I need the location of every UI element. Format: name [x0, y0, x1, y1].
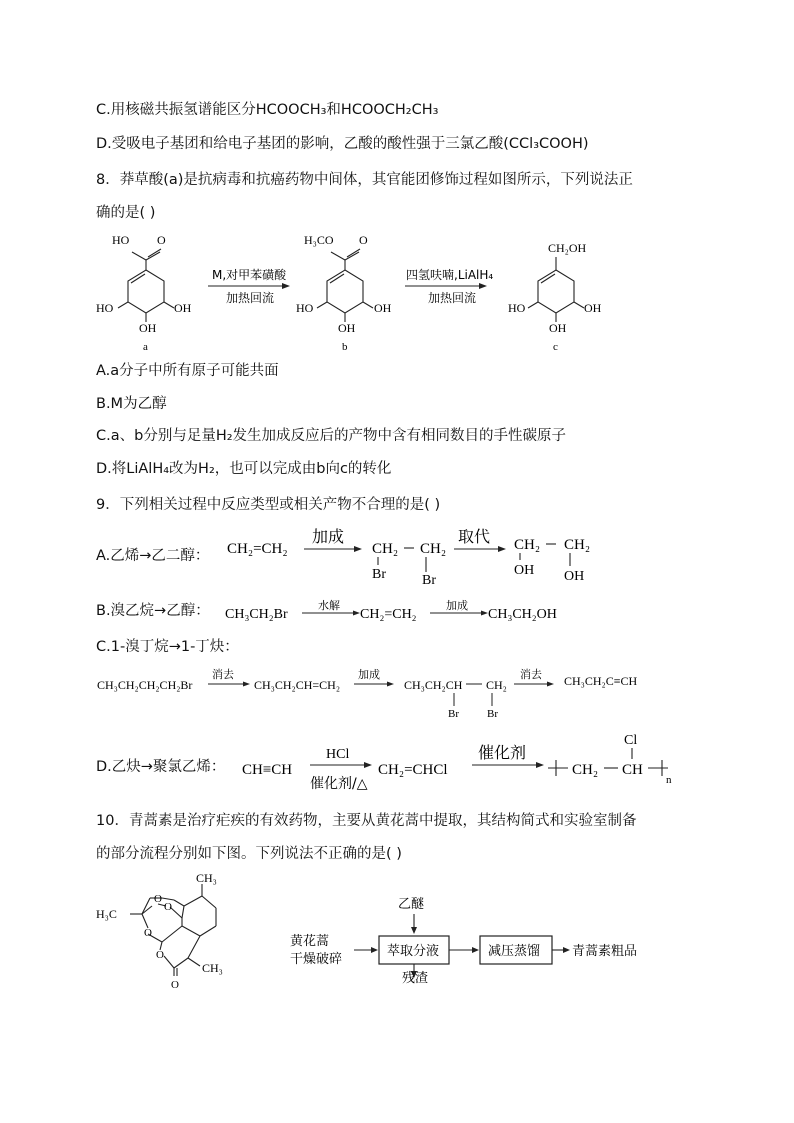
q10-stem-line1: 10．青蒿素是治疗疟疾的有效药物，主要从黄花蒿中提取，其结构简式和实验室制备: [96, 813, 637, 829]
q10-flow-step2: 减压蒸馏: [488, 944, 541, 959]
q8-option-a: A.a分子中所有原子可能共面: [96, 363, 279, 379]
q8-a-top-label: HO: [112, 233, 130, 247]
q7-option-d: D.受吸电子基团和给电子基团的影响，乙酸的酸性强于三氯乙酸(CCl₃COOH): [96, 136, 589, 152]
q9-b-s1: CH₃CH₂Br: [225, 607, 288, 622]
q8-c-top-label: CH₂OH: [548, 241, 587, 255]
q9-option-d-label: D.乙炔→聚氯乙烯：: [96, 759, 226, 775]
q9-a-oh-1: OH: [514, 563, 535, 578]
q8-b-carbonyl-o: O: [359, 233, 368, 247]
q10-flow-product: 青蒿素粗品: [572, 944, 638, 959]
q8-option-b: B.M为乙醇: [96, 396, 167, 412]
q8-label-b: b: [342, 341, 348, 353]
q8-option-c: C.a、b分别与足量H₂发生加成反应后的产物中含有相同数目的手性碳原子: [96, 428, 567, 444]
q10-struct-ch3-bottom: CH₃: [202, 961, 223, 975]
q8-arrow1-bottom: 加热回流: [226, 291, 275, 305]
q8-reaction-scheme: [0, 222, 794, 360]
q8-stem-line2: 确的是( ): [96, 205, 156, 221]
q8-a-carbonyl-o: O: [157, 233, 166, 247]
q10-flow-solvent: 乙醚: [398, 897, 425, 912]
q9-c-s3a: CH₃CH₂CH: [404, 678, 463, 692]
q10-flow-step1: 萃取分液: [387, 944, 440, 959]
q8-option-d: D.将LiAlH₄改为H₂，也可以完成由b向c的转化: [96, 461, 392, 477]
q9-c-s4: CH₃CH₂C≡CH: [564, 674, 638, 688]
q9-a-arrow1-label: 加成: [312, 527, 345, 546]
q9-option-c-scheme: [94, 662, 664, 726]
q9-b-arrow2-label: 加成: [446, 599, 468, 612]
q10-struct-ch3-top: CH₃: [196, 871, 217, 885]
q8-a-oh-bottom: OH: [139, 321, 157, 335]
q9-d-poly-cl: Cl: [624, 733, 638, 748]
q9-c-arrow2-label: 加成: [358, 668, 380, 681]
q8-b-oh-bottom: OH: [338, 321, 356, 335]
q8-c-ho-left: HO: [508, 301, 526, 315]
q8-b-top-label: H₃CO: [304, 233, 334, 247]
q8-label-a: a: [143, 341, 148, 353]
q9-b-s2: CH₂=CH₂: [360, 607, 417, 622]
q9-c-s2: CH₃CH₂CH=CH₂: [254, 678, 340, 692]
q9-c-arrow1-label: 消去: [212, 668, 234, 681]
q10-flow-waste: 残渣: [402, 971, 429, 986]
q9-c-arrow3-label: 消去: [520, 668, 542, 681]
q9-d-poly-ch2: CH₂: [572, 762, 599, 778]
q9-option-a-label: A.乙烯→乙二醇：: [96, 548, 210, 564]
q9-d-arrow2-label: 催化剂: [478, 743, 527, 762]
q8-c-oh-right: OH: [584, 301, 602, 315]
q8-stem-line1: 8．莽草酸(a)是抗病毒和抗癌药物中间体，其官能团修饰过程如图所示，下列说法正: [96, 172, 633, 188]
q10-struct-o-peroxide-1: O: [154, 893, 162, 905]
q9-option-d-scheme: [238, 728, 688, 794]
q9-option-b-scheme: [222, 594, 582, 626]
q9-option-c-label: C.1-溴丁烷→1-丁炔：: [96, 639, 239, 655]
q9-a-ch2-3: CH₂: [514, 537, 541, 553]
q8-arrow2-bottom: 加热回流: [428, 291, 477, 305]
q10-artemisinin-structure: [92, 870, 252, 991]
q9-b-s3: CH₃CH₂OH: [488, 607, 557, 622]
q7-option-c: C.用核磁共振氢谱能区分HCOOCH₃和HCOOCH₂CH₃: [96, 102, 439, 118]
q9-option-b-label: B.溴乙烷→乙醇：: [96, 603, 210, 619]
q8-c-oh-bottom: OH: [549, 321, 567, 335]
q9-d-s1: CH≡CH: [242, 762, 293, 778]
q9-option-a-scheme: [220, 520, 620, 588]
q10-struct-h3c: H₃C: [96, 907, 117, 921]
q9-d-arrow1-bottom: 催化剂/△: [310, 776, 368, 792]
q8-a-ho-left: HO: [96, 301, 114, 315]
q10-flow-input-line2: 干燥破碎: [290, 952, 343, 967]
q10-struct-o-carbonyl: O: [171, 979, 179, 991]
q9-d-arrow1-top: HCl: [326, 747, 350, 762]
q9-a-br-2: Br: [422, 573, 436, 588]
q8-b-oh-right: OH: [374, 301, 392, 315]
q9-d-s2: CH₂=CHCl: [378, 762, 448, 778]
q10-flow-input-line1: 黄花蒿: [290, 934, 330, 949]
q8-b-ho-left: HO: [296, 301, 314, 315]
q9-a-ch2-1: CH₂: [372, 541, 399, 557]
q9-a-arrow2-label: 取代: [458, 527, 491, 546]
q9-b-arrow1-label: 水解: [318, 599, 340, 612]
q8-label-c: c: [553, 341, 558, 353]
q10-struct-o-ring: O: [144, 927, 152, 939]
q9-c-br-2: Br: [487, 708, 498, 720]
q9-c-br-1: Br: [448, 708, 459, 720]
q10-struct-o-peroxide-2: O: [164, 901, 172, 913]
q10-struct-o-lactone: O: [156, 949, 164, 961]
q9-stem: 9．下列相关过程中反应类型或相关产物不合理的是( ): [96, 497, 441, 513]
q8-arrow1-top: M,对甲苯磺酸: [212, 268, 287, 282]
q9-a-ch2-2: CH₂: [420, 541, 447, 557]
q9-c-s3b: CH₂: [486, 678, 507, 692]
q10-flow-chart: [286, 892, 666, 984]
q9-c-s1: CH₃CH₂CH₂CH₂Br: [97, 678, 193, 692]
q9-d-poly-n: n: [666, 774, 672, 786]
q9-d-poly-ch: CH: [622, 762, 643, 778]
q9-a-br-1: Br: [372, 567, 386, 582]
q9-a-oh-2: OH: [564, 569, 585, 584]
q8-arrow2-top: 四氢呋喃,LiAlH₄: [406, 268, 494, 282]
q9-a-reactant: CH₂=CH₂: [227, 541, 288, 557]
q10-stem-line2: 的部分流程分别如下图。下列说法不正确的是( ): [96, 846, 402, 862]
q8-a-oh-right: OH: [174, 301, 192, 315]
q9-a-ch2-4: CH₂: [564, 537, 591, 553]
